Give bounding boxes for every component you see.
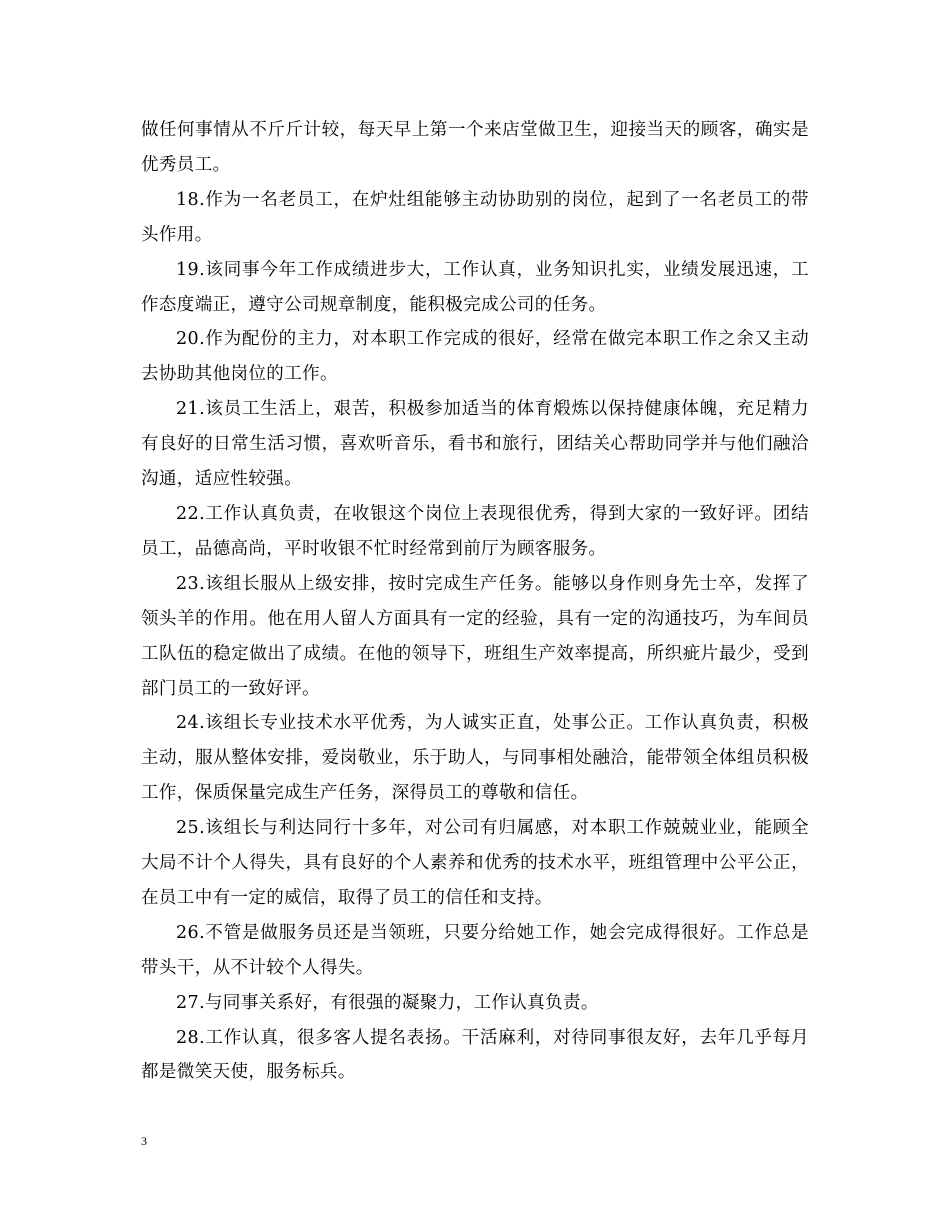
- paragraph-item-22: 22.工作认真负责，在收银这个岗位上表现很优秀，得到大家的一致好评。团结员工，品德高尚，平时收银不忙时经常到前厅为顾客服务。: [141, 503, 809, 559]
- paragraph-item-20: 20.作为配份的主力，对本职工作完成的很好，经常在做完本职工作之余又主动去协助其他岗位的工作。: [141, 329, 809, 385]
- paragraph-item-21: 21.该员工生活上，艰苦，积极参加适当的体育煅炼以保持健康体魄，充足精力有良好的日常生活习惯，喜欢听音乐，看书和旅行，团结关心帮助同学并与他们融洽沟通，适应性较强。: [141, 399, 809, 490]
- document-body: [141, 113, 809, 1090]
- paragraph-item-27: 27.与同事关系好，有很强的凝聚力，工作认真负责。: [176, 992, 599, 1013]
- paragraph-item-28: 28.工作认真，很多客人提名表扬。干活麻利，对待同事很友好，去年几乎每月都是微笑天使，服务标兵。: [141, 1027, 809, 1083]
- paragraph-item-19: 19.该同事今年工作成绩进步大，工作认真，业务知识扎实，业绩发展迅速，工作态度端正，遵守公司规章制度，能积极完成公司的任务。: [141, 259, 809, 315]
- paragraph-continuation: 做任何事情从不斤斤计较，每天早上第一个来店堂做卫生，迎接当天的顾客，确实是优秀员工。: [141, 120, 809, 175]
- paragraph-item-23: 23.该组长服从上级安排，按时完成生产任务。能够以身作则身先士卒，发挥了领头羊的作用。他在用人留人方面具有一定的经验，具有一定的沟通技巧，为车间员工队伍的稳定做出了成绩。在他的领导下，班组生产效率提高，所织疵片最少，受到部门员工的一致好评。: [141, 573, 809, 699]
- paragraph-item-25: 25.该组长与利达同行十多年，对公司有归属感，对本职工作兢兢业业，能顾全大局不计个人得失，具有良好的个人素养和优秀的技术水平，班组管理中公平公正，在员工中有一定的威信，取得了员工的信任和支持。: [141, 818, 809, 908]
- paragraph-item-24: 24.该组长专业技术水平优秀，为人诚实正直，处事公正。工作认真负责，积极主动，服从整体安排，爱岗敬业，乐于助人，与同事相处融洽，能带领全体组员积极工作，保质保量完成生产任务，深得员工的尊敬和信任。: [141, 713, 809, 804]
- page-number: 3: [141, 1134, 147, 1148]
- paragraph-item-26: 26.不管是做服务员还是当领班，只要分给她工作，她会完成得很好。工作总是带头干，从不计较个人得失。: [141, 922, 809, 978]
- paragraph-item-18: 18.作为一名老员工，在炉灶组能够主动协助别的岗位，起到了一名老员工的带头作用。: [141, 189, 809, 245]
